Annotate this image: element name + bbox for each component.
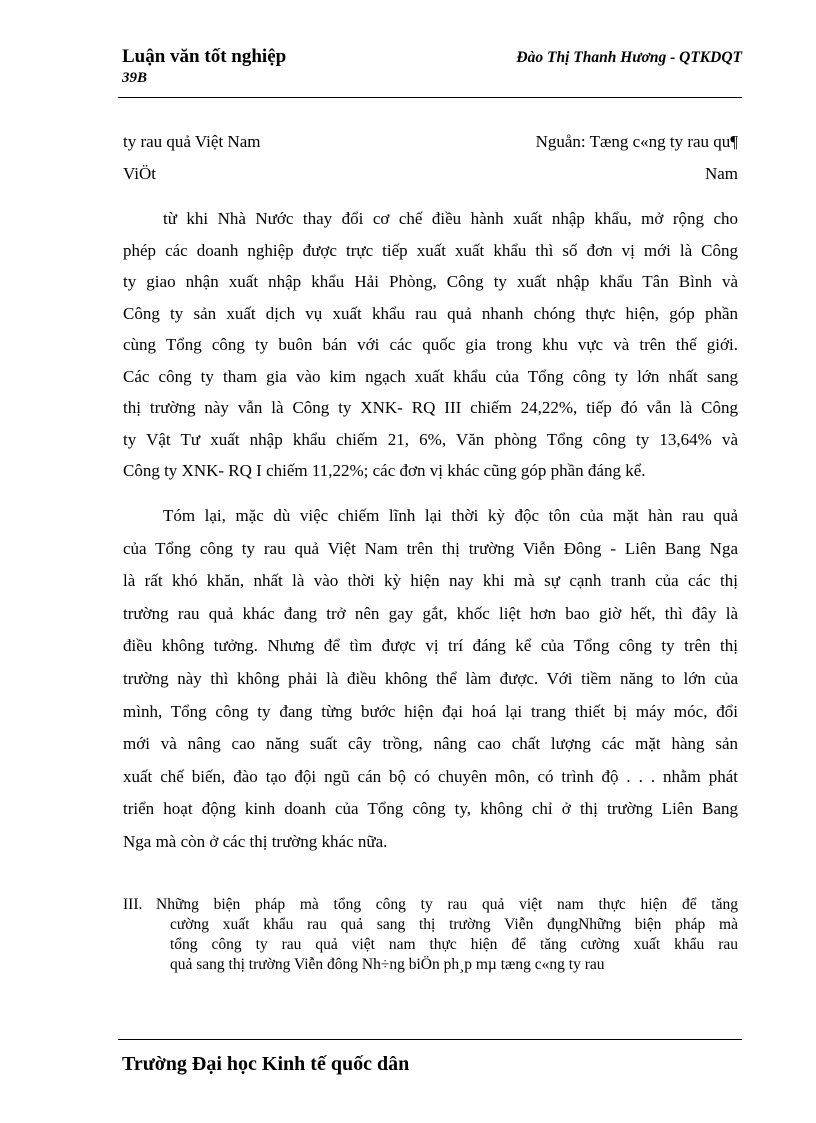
paragraph-line: trường này thì không phải là điều không thể làm được. Với tiềm năng to lớn của: [123, 668, 738, 688]
source-line-1-right: Nguån: Tæng c«ng ty rau qu¶: [535, 132, 738, 151]
paragraph-2: [123, 500, 738, 859]
paragraph-line: Công ty XNK- RQ I chiếm 11,22%; các đơn vị khác cũng góp phần đáng kể.: [123, 461, 646, 480]
section-heading-line: tổng công ty rau quả việt nam thực hiện để tăng cường xuất khẩu rau: [170, 936, 738, 953]
paragraph-line: xuất chế biến, đào tạo đội ngũ cán bộ có chuyên môn, có trình độ . . . nhằm phát: [123, 766, 738, 786]
source-line-2-left: ViÖt: [123, 164, 156, 183]
paragraph-line: ty Vật Tư xuất nhập khẩu chiếm 21, 6%, Văn phòng Tổng công ty 13,64% và: [123, 429, 738, 449]
page-footer: Trường Đại học Kinh tế quốc dân: [122, 1053, 410, 1075]
section-heading-line: cường xuất khẩu rau quả sang thị trường Viễn đụngNhững biện pháp mà: [170, 916, 738, 933]
paragraph-line: điều không tưởng. Nhưng để tìm được vị trí đáng kể của Tổng công ty trên thị: [123, 636, 738, 656]
section-heading-line: quả sang thị trường Viễn đông Nh÷ng biÖn ph¸p mµ tæng c«ng ty rau: [170, 956, 605, 973]
paragraph-line: mình, Tổng công ty đang từng bước hiện đại hoá lại trang thiết bị máy móc, đổi: [123, 701, 738, 721]
paragraph-1: [123, 203, 738, 487]
header-title-left: Luận văn tốt nghiệp: [122, 46, 287, 67]
section-number: III.: [123, 896, 143, 913]
paragraph-line: Các công ty tham gia vào kim ngạch xuất khẩu của Tổng công ty lớn nhất sang: [123, 366, 738, 386]
paragraph-line: từ khi Nhà Nước thay đổi cơ chế điều hành xuất nhập khẩu, mở rộng cho: [163, 209, 738, 228]
paragraph-line: ty giao nhận xuất nhập khẩu Hải Phòng, Công ty xuất nhập khẩu Tân Bình và: [123, 272, 738, 291]
paragraph-line: của Tổng công ty rau quả Việt Nam trên thị trường Viễn Đông - Liên Bang Nga: [123, 538, 738, 558]
paragraph-line: trường rau quả khác đang trở nên gay gắt, khốc liệt hơn bao giờ hết, thì đây là: [123, 603, 738, 623]
footer-rule: [118, 1039, 742, 1040]
header-title-left-sub: 39B: [122, 70, 148, 86]
paragraph-line: phép các doanh nghiệp được trực tiếp xuất xuất khẩu thì số đơn vị mới là Công: [123, 240, 738, 260]
header-rule: [118, 97, 742, 98]
paragraph-line: mới và nâng cao năng suất cây trồng, nâng cao chất lượng các mặt hàng sản: [123, 734, 738, 754]
paragraph-line: Nga mà còn ở các thị trường khác nữa.: [123, 831, 388, 851]
source-line-1-left: ty rau quả Việt Nam: [123, 132, 261, 151]
section-heading: [123, 895, 738, 975]
paragraph-line: triển hoạt động kinh doanh của Tổng công ty, không chỉ ở thị trường Liên Bang: [123, 799, 738, 819]
paragraph-line: thị trường này vẫn là Công ty XNK- RQ III chiếm 24,22%, tiếp đó vẫn là Công: [123, 398, 738, 417]
paragraph-line: Tóm lại, mặc dù việc chiếm lĩnh lại thời kỳ độc tôn của mặt hàn rau quả: [163, 506, 738, 525]
paragraph-line: là rất khó khăn, nhất là vào thời kỳ hiện nay khi mà sự cạnh tranh của các thị: [123, 571, 738, 591]
paragraph-line: cùng Tổng công ty buôn bán với các quốc gia trong khu vực và trên thế giới.: [123, 335, 738, 354]
header-author: Đào Thị Thanh Hương - QTKDQT: [516, 49, 742, 66]
section-heading-line: Những biện pháp mà tổng công ty rau quả việt nam thực hiện để tăng: [156, 896, 738, 913]
source-line-2-right: Nam: [704, 164, 738, 183]
paragraph-line: Công ty sản xuất dịch vụ xuất khẩu rau quả nhanh chóng thực hiện, góp phần: [123, 303, 738, 323]
